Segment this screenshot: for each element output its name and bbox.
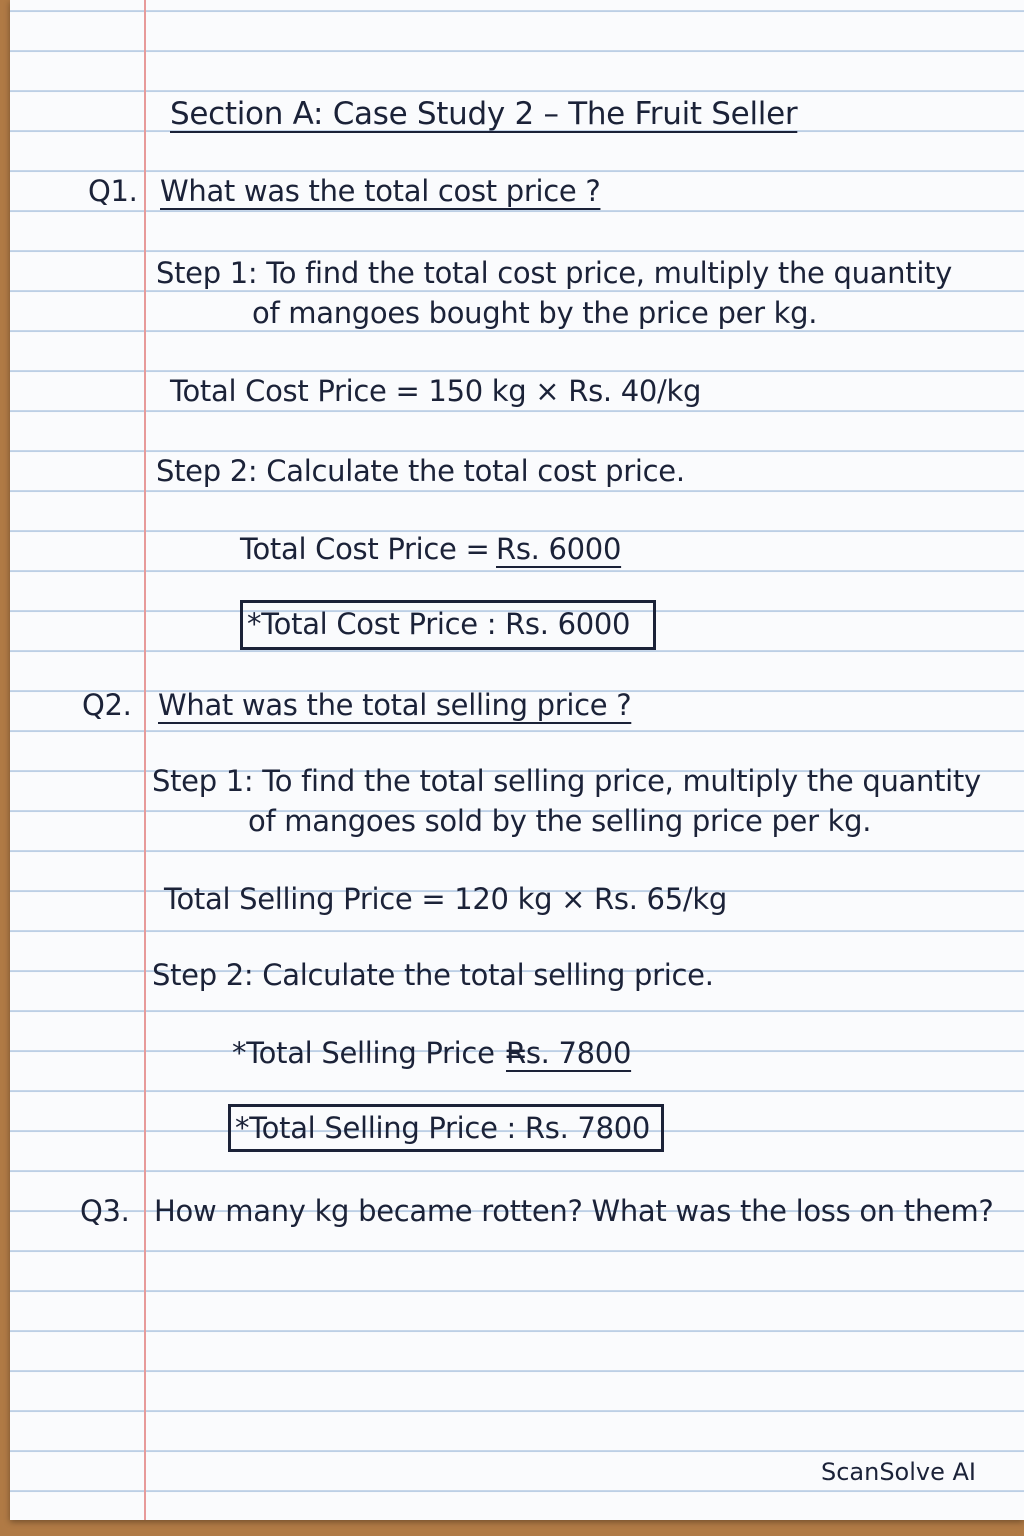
q3-number: Q3. — [80, 1194, 130, 1228]
q1-answer: *Total Cost Price : Rs. 6000 — [247, 607, 631, 641]
q1-formula: Total Cost Price = 150 kg × Rs. 40/kg — [170, 374, 702, 408]
q2-result-label: *Total Selling Price = — [232, 1036, 528, 1070]
q1-step2: Step 2: Calculate the total cost price. — [156, 454, 685, 488]
q2-number: Q2. — [82, 688, 132, 722]
q1-result-value: Rs. 6000 — [496, 532, 622, 566]
q1-question: What was the total cost price ? — [160, 174, 601, 208]
q2-answer-box — [228, 1104, 664, 1152]
q1-number: Q1. — [88, 174, 138, 208]
page-title: Section A: Case Study 2 – The Fruit Seller — [170, 96, 798, 132]
q2-step2: Step 2: Calculate the total selling price. — [152, 958, 714, 992]
q1-step1-line1: Step 1: To find the total cost price, multiply the quantity — [156, 256, 953, 290]
q2-formula: Total Selling Price = 120 kg × Rs. 65/kg — [164, 882, 727, 916]
q2-result-value: Rs. 7800 — [506, 1036, 632, 1070]
q2-question: What was the total selling price ? — [158, 688, 632, 722]
margin-line — [144, 0, 146, 1520]
q2-answer: *Total Selling Price : Rs. 7800 — [235, 1111, 651, 1145]
q1-result-label: Total Cost Price = — [240, 532, 490, 566]
notebook-page — [10, 0, 1024, 1520]
q3-question: How many kg became rotten? What was the loss on them? — [154, 1194, 994, 1228]
q2-step1-line2: of mangoes sold by the selling price per kg. — [248, 804, 872, 838]
q1-answer-box — [240, 600, 656, 650]
q2-step1-line1: Step 1: To find the total selling price, multiply the quantity — [152, 764, 981, 798]
q1-step1-line2: of mangoes bought by the price per kg. — [252, 296, 818, 330]
brand-watermark: ScanSolve AI — [820, 1458, 976, 1486]
